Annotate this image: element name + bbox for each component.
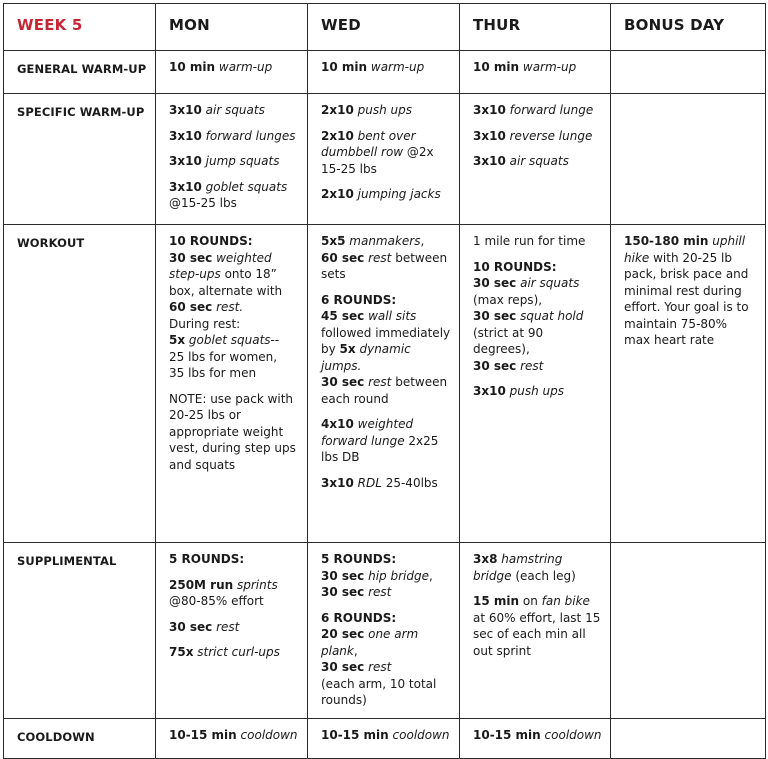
cell-paragraph bbox=[321, 416, 451, 466]
exercise-name: wall sits bbox=[368, 309, 417, 323]
schedule-cell bbox=[460, 51, 611, 94]
exercise-name: dynamic jumps. bbox=[321, 342, 411, 373]
exercise-name: reverse lunge bbox=[509, 128, 593, 143]
exercise-amount: 30 sec bbox=[473, 276, 517, 290]
exercise-text: (strict at 90 degrees), bbox=[473, 325, 544, 356]
row-label-cell bbox=[4, 94, 156, 225]
day-header-wed: WED bbox=[321, 15, 361, 34]
exercise-name: rest bbox=[368, 250, 392, 265]
exercise-amount: 5 ROUNDS: bbox=[321, 552, 397, 566]
schedule-cell bbox=[611, 51, 766, 94]
exercise-text: -- bbox=[270, 333, 280, 347]
exercise-amount: 10-15 min bbox=[321, 727, 389, 742]
cell-content bbox=[308, 225, 459, 491]
day-header-mon: MON bbox=[169, 15, 210, 34]
exercise-name: goblet squats bbox=[188, 333, 271, 347]
cell-paragraph bbox=[169, 102, 299, 119]
exercise-name: rest. bbox=[216, 300, 244, 314]
exercise-name: rest bbox=[216, 619, 240, 634]
exercise-amount: 30 sec bbox=[321, 585, 365, 599]
cell-paragraph bbox=[169, 153, 299, 170]
schedule-cell bbox=[460, 543, 611, 719]
cell-paragraph bbox=[169, 128, 299, 145]
schedule-cell bbox=[308, 225, 460, 543]
day-header-cell bbox=[308, 4, 460, 51]
exercise-text: (max reps), bbox=[473, 292, 543, 307]
exercise-name: warm-up bbox=[218, 60, 273, 74]
exercise-text: at 60% effort, last 15 sec of each min all out sprint bbox=[473, 610, 601, 658]
schedule-cell bbox=[308, 51, 460, 94]
exercise-amount: 2x10 bbox=[321, 187, 354, 201]
row-label: COOLDOWN bbox=[17, 729, 95, 744]
cell-paragraph bbox=[473, 727, 602, 744]
exercise-amount: 5 ROUNDS: bbox=[169, 552, 245, 566]
cell-paragraph bbox=[321, 610, 451, 709]
exercise-amount: 3x10 bbox=[473, 154, 506, 168]
exercise-amount: 250M run bbox=[169, 577, 234, 592]
exercise-amount: 30 sec bbox=[321, 375, 365, 389]
row-label: SPECIFIC WARM-UP bbox=[17, 105, 145, 119]
exercise-name: push ups bbox=[509, 384, 564, 398]
cell-paragraph bbox=[321, 233, 451, 283]
exercise-amount: 75x bbox=[169, 645, 194, 659]
exercise-amount: 3x10 bbox=[169, 154, 202, 168]
row-label: SUPPLIMENTAL bbox=[17, 554, 117, 568]
exercise-text: 2x25 lbs DB bbox=[321, 433, 439, 464]
cell-content bbox=[460, 543, 610, 659]
cell-paragraph bbox=[169, 233, 299, 382]
week-title: WEEK 5 bbox=[17, 15, 83, 34]
cell-paragraph bbox=[169, 551, 299, 568]
cell-content bbox=[611, 225, 765, 349]
cell-content bbox=[611, 94, 765, 102]
exercise-amount: 3x10 bbox=[473, 384, 506, 398]
exercise-amount: 5x bbox=[339, 342, 356, 356]
cell-content bbox=[156, 543, 307, 661]
schedule-cell bbox=[156, 51, 308, 94]
exercise-amount: 5x bbox=[169, 333, 186, 347]
row-label-cell bbox=[4, 225, 156, 543]
exercise-name: goblet squats bbox=[205, 179, 288, 194]
row-label: WORKOUT bbox=[17, 236, 85, 250]
schedule-cell bbox=[611, 225, 766, 543]
row-supplimental bbox=[4, 543, 766, 719]
exercise-name: air squats bbox=[509, 154, 569, 168]
exercise-text: (each leg) bbox=[511, 568, 576, 583]
cell-content bbox=[308, 94, 459, 203]
row-general-warmup bbox=[4, 51, 766, 94]
exercise-name: cooldown bbox=[240, 727, 298, 742]
row-workout bbox=[4, 225, 766, 543]
exercise-amount: 10 min bbox=[473, 60, 520, 74]
cell-paragraph bbox=[473, 233, 602, 250]
exercise-amount: 30 sec bbox=[169, 250, 213, 265]
exercise-name: squat hold bbox=[520, 309, 584, 323]
cell-content bbox=[460, 94, 610, 170]
exercise-text: , bbox=[428, 568, 433, 583]
cell-paragraph bbox=[473, 128, 602, 145]
cell-paragraph bbox=[473, 259, 602, 375]
cell-paragraph bbox=[321, 59, 451, 76]
exercise-text: (each arm, 10 total rounds) bbox=[321, 676, 437, 707]
exercise-text: @15-25 lbs bbox=[169, 196, 237, 210]
exercise-name: warm-up bbox=[370, 60, 425, 74]
exercise-name: rest bbox=[368, 375, 392, 389]
exercise-amount: 15 min bbox=[473, 594, 520, 608]
exercise-text: 25-40lbs bbox=[381, 475, 438, 490]
exercise-name: jumping jacks bbox=[357, 187, 441, 201]
exercise-name: rest bbox=[368, 660, 392, 674]
cell-paragraph bbox=[321, 128, 451, 178]
exercise-amount: 2x10 bbox=[321, 128, 354, 143]
cell-paragraph bbox=[321, 292, 451, 408]
cell-content bbox=[460, 51, 610, 76]
cell-paragraph bbox=[473, 102, 602, 119]
exercise-amount: 3x10 bbox=[169, 103, 202, 117]
cell-paragraph bbox=[169, 179, 299, 212]
schedule-cell bbox=[308, 543, 460, 719]
schedule-cell bbox=[460, 225, 611, 543]
exercise-name: cooldown bbox=[392, 727, 450, 742]
cell-content bbox=[460, 225, 610, 400]
exercise-name: sprints bbox=[237, 577, 278, 592]
exercise-text: between sets bbox=[321, 250, 448, 281]
exercise-name: rest bbox=[368, 585, 392, 599]
exercise-text: , bbox=[420, 234, 425, 248]
cell-paragraph bbox=[321, 186, 451, 203]
exercise-text: NOTE: use pack with 20-25 lbs or appropriate weight vest, during step ups and squats bbox=[169, 391, 296, 472]
exercise-name: uphill hike bbox=[624, 234, 746, 265]
cell-content bbox=[156, 719, 307, 744]
cell-content bbox=[308, 51, 459, 76]
exercise-text: between each round bbox=[321, 375, 448, 406]
exercise-name: hip bridge bbox=[368, 568, 429, 583]
exercise-text: @2x 15-25 lbs bbox=[321, 145, 434, 176]
exercise-name: weighted forward lunge bbox=[321, 417, 414, 448]
exercise-amount: 60 sec bbox=[169, 300, 213, 314]
exercise-amount: 30 sec bbox=[473, 309, 517, 323]
exercise-amount: 30 sec bbox=[473, 358, 517, 373]
exercise-amount: 6 ROUNDS: bbox=[321, 610, 397, 625]
schedule-cell bbox=[156, 225, 308, 543]
exercise-name: RDL bbox=[357, 475, 382, 490]
exercise-amount: 3x10 bbox=[169, 128, 202, 143]
exercise-name: push ups bbox=[357, 103, 412, 117]
exercise-amount: 3x10 bbox=[321, 475, 354, 490]
cell-paragraph bbox=[473, 153, 602, 170]
exercise-name: forward lunge bbox=[509, 103, 594, 117]
cell-paragraph bbox=[169, 577, 299, 610]
exercise-text: 35 lbs for men bbox=[169, 366, 257, 380]
exercise-amount: 20 sec bbox=[321, 627, 365, 641]
day-header-thur: THUR bbox=[473, 15, 521, 34]
day-header-cell bbox=[611, 4, 766, 51]
exercise-text: @80-85% effort bbox=[169, 594, 264, 608]
schedule-cell bbox=[611, 543, 766, 719]
exercise-name: weighted step-ups bbox=[169, 250, 272, 281]
exercise-name: rest bbox=[520, 358, 544, 373]
cell-paragraph bbox=[321, 475, 451, 492]
row-label-cell bbox=[4, 51, 156, 94]
exercise-text: on bbox=[519, 594, 542, 608]
row-label-cell bbox=[4, 718, 156, 758]
exercise-text: with 20-25 lb pack, brisk pace and minimal rest during effort. Your goal is to maintain 75-80% max heart rate bbox=[624, 250, 749, 347]
exercise-name: bent over dumbbell row bbox=[321, 128, 416, 159]
cell-content bbox=[611, 719, 765, 727]
exercise-amount: 10 min bbox=[321, 60, 368, 74]
cell-paragraph bbox=[169, 727, 299, 744]
exercise-name: strict curl-ups bbox=[197, 645, 280, 659]
exercise-amount: 30 sec bbox=[169, 619, 213, 634]
row-cooldown bbox=[4, 718, 766, 758]
day-header-cell bbox=[460, 4, 611, 51]
exercise-name: forward lunges bbox=[205, 128, 296, 143]
schedule-cell bbox=[611, 94, 766, 225]
cell-content bbox=[308, 719, 459, 744]
cell-paragraph bbox=[169, 644, 299, 661]
header-row bbox=[4, 4, 766, 51]
exercise-amount: 4x10 bbox=[321, 417, 354, 431]
exercise-text: 25 lbs for women, bbox=[169, 349, 278, 364]
cell-paragraph bbox=[473, 383, 602, 400]
cell-content bbox=[308, 543, 459, 709]
day-header-cell bbox=[156, 4, 308, 51]
schedule-cell bbox=[156, 543, 308, 719]
cell-content bbox=[460, 719, 610, 744]
cell-paragraph bbox=[169, 59, 299, 76]
cell-content bbox=[156, 94, 307, 212]
exercise-text: During rest: bbox=[169, 316, 241, 331]
schedule-cell bbox=[460, 718, 611, 758]
exercise-name: air squats bbox=[520, 276, 580, 290]
day-header-bonus: BONUS DAY bbox=[624, 15, 725, 34]
exercise-name: one arm plank bbox=[321, 627, 419, 658]
cell-paragraph bbox=[169, 619, 299, 636]
exercise-amount: 2x10 bbox=[321, 103, 354, 117]
exercise-amount: 150-180 min bbox=[624, 234, 709, 248]
cell-content bbox=[611, 543, 765, 551]
exercise-amount: 30 sec bbox=[321, 568, 365, 583]
cell-paragraph bbox=[473, 59, 602, 76]
cell-paragraph bbox=[321, 102, 451, 119]
row-specific-warmup bbox=[4, 94, 766, 225]
cell-paragraph bbox=[473, 551, 602, 584]
exercise-amount: 3x10 bbox=[473, 103, 506, 117]
exercise-amount: 10-15 min bbox=[473, 727, 541, 742]
cell-content bbox=[611, 51, 765, 59]
schedule-cell bbox=[308, 718, 460, 758]
exercise-amount: 30 sec bbox=[321, 660, 365, 674]
exercise-name: jump squats bbox=[205, 154, 280, 168]
cell-paragraph bbox=[169, 391, 299, 474]
exercise-amount: 6 ROUNDS: bbox=[321, 292, 397, 307]
exercise-text: 1 mile run for time bbox=[473, 234, 586, 248]
schedule-cell bbox=[308, 94, 460, 225]
exercise-amount: 10 ROUNDS: bbox=[169, 234, 253, 248]
exercise-amount: 10 min bbox=[169, 60, 216, 74]
exercise-amount: 10 ROUNDS: bbox=[473, 259, 557, 274]
cell-content bbox=[156, 51, 307, 76]
exercise-amount: 45 sec bbox=[321, 309, 365, 323]
exercise-name: hamstring bridge bbox=[473, 552, 563, 583]
exercise-amount: 5x5 bbox=[321, 234, 346, 248]
cell-paragraph bbox=[321, 551, 451, 601]
exercise-amount: 3x10 bbox=[473, 128, 506, 143]
exercise-text: , bbox=[353, 643, 358, 658]
exercise-text: followed immediately by bbox=[321, 325, 451, 356]
exercise-amount: 3x10 bbox=[169, 179, 202, 194]
cell-paragraph bbox=[321, 727, 451, 744]
cell-paragraph bbox=[624, 233, 757, 349]
row-label-cell bbox=[4, 543, 156, 719]
exercise-name: warm-up bbox=[522, 60, 577, 74]
workout-schedule-table bbox=[3, 3, 766, 759]
schedule-cell bbox=[156, 718, 308, 758]
exercise-amount: 60 sec bbox=[321, 250, 365, 265]
row-label: GENERAL WARM-UP bbox=[17, 62, 147, 76]
exercise-amount: 3x8 bbox=[473, 552, 498, 566]
exercise-name: manmakers bbox=[349, 234, 421, 248]
week-header-cell bbox=[4, 4, 156, 51]
schedule-cell bbox=[156, 94, 308, 225]
exercise-name: air squats bbox=[205, 103, 265, 117]
exercise-name: fan bike bbox=[541, 594, 590, 608]
cell-content bbox=[156, 225, 307, 473]
cell-paragraph bbox=[473, 593, 602, 659]
schedule-cell bbox=[611, 718, 766, 758]
exercise-amount: 10-15 min bbox=[169, 727, 237, 742]
exercise-text: onto 18” box, alternate with bbox=[169, 267, 283, 298]
schedule-cell bbox=[460, 94, 611, 225]
exercise-name: cooldown bbox=[544, 727, 602, 742]
